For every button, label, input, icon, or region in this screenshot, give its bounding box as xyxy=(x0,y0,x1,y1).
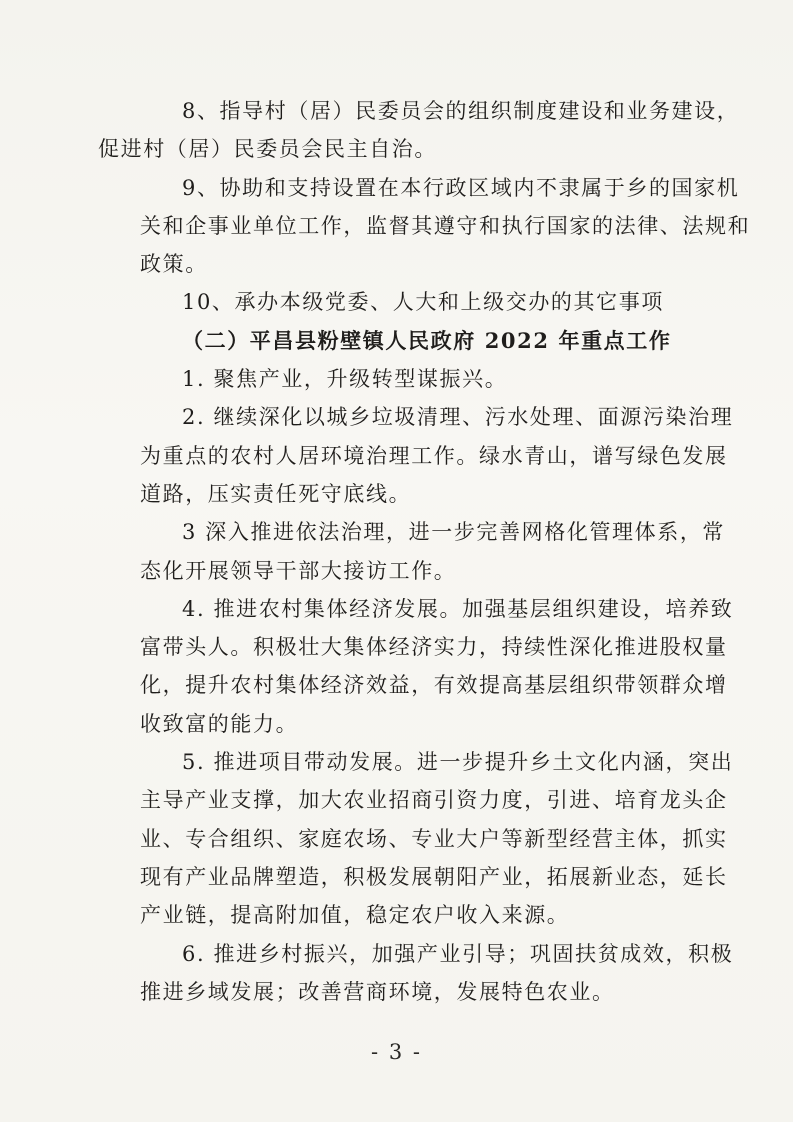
text-line: 产业链，提高附加值，稳定农户收入来源。 xyxy=(140,903,570,928)
section-heading: （二）平昌县粉壁镇人民政府 2022 年重点工作 xyxy=(182,327,672,353)
work-item-4 xyxy=(140,590,734,743)
text-line: 9、协助和支持设置在本行政区域内不隶属于乡的国家机 xyxy=(182,175,740,200)
text-line: 6. 推进乡村振兴，加强产业引导；巩固扶贫成效，积极 xyxy=(182,941,734,966)
text-line: 2. 继续深化以城乡垃圾清理、污水处理、面源污染治理 xyxy=(182,405,734,430)
text-line: 推进乡域发展；改善营商环境，发展特色农业。 xyxy=(140,979,615,1004)
document-body xyxy=(98,92,751,1011)
text-line: 现有产业品牌塑造，积极发展朝阳产业，拓展新业态，延长 xyxy=(140,864,728,889)
page-number: - 3 - xyxy=(371,1040,422,1064)
paragraph-item-8 xyxy=(98,92,740,169)
work-item-5 xyxy=(140,743,734,934)
paragraph-item-10 xyxy=(140,283,720,321)
text-line: 主导产业支撑，加大农业招商引资力度，引进、培育龙头企 xyxy=(140,788,728,813)
text-line: 态化开展领导干部大接访工作。 xyxy=(140,558,457,583)
text-line: 富带头人。积极壮大集体经济实力，持续性深化推进股权量 xyxy=(140,635,728,660)
text-line: 5. 推进项目带动发展。进一步提升乡土文化内涵，突出 xyxy=(182,750,734,775)
text-line: 为重点的农村人居环境治理工作。绿水青山，谱写绿色发展 xyxy=(140,443,728,468)
text-line: 8、指导村（居）民委员会的组织制度建设和业务建设， xyxy=(182,99,740,123)
text-line: 化，提升农村集体经济效益，有效提高基层组织带领群众增 xyxy=(140,673,728,698)
text-line: 1. 聚焦产业，升级转型谋振兴。 xyxy=(182,367,508,392)
text-line: 10、承办本级党委、人大和上级交办的其它事项 xyxy=(182,290,664,315)
paragraph-item-9 xyxy=(140,169,751,284)
text-line: 促进村（居）民委员会民主自治。 xyxy=(98,137,437,162)
work-item-1 xyxy=(140,360,720,398)
text-line: 道路，压实责任死守底线。 xyxy=(140,481,412,506)
text-line: 政策。 xyxy=(140,252,208,277)
text-line: 关和企事业单位工作，监督其遵守和执行国家的法律、法规和 xyxy=(140,213,751,238)
work-item-6 xyxy=(140,935,734,1012)
text-line: 4. 推进农村集体经济发展。加强基层组织建设，培养致 xyxy=(182,596,734,621)
text-line: 3 深入推进依法治理，进一步完善网格化管理体系，常 xyxy=(182,520,726,545)
text-line: 业、专合组织、家庭农场、专业大户等新型经营主体，抓实 xyxy=(140,826,728,851)
work-item-3 xyxy=(140,513,726,590)
text-line: 收致富的能力。 xyxy=(140,711,299,736)
work-item-2 xyxy=(140,398,734,513)
